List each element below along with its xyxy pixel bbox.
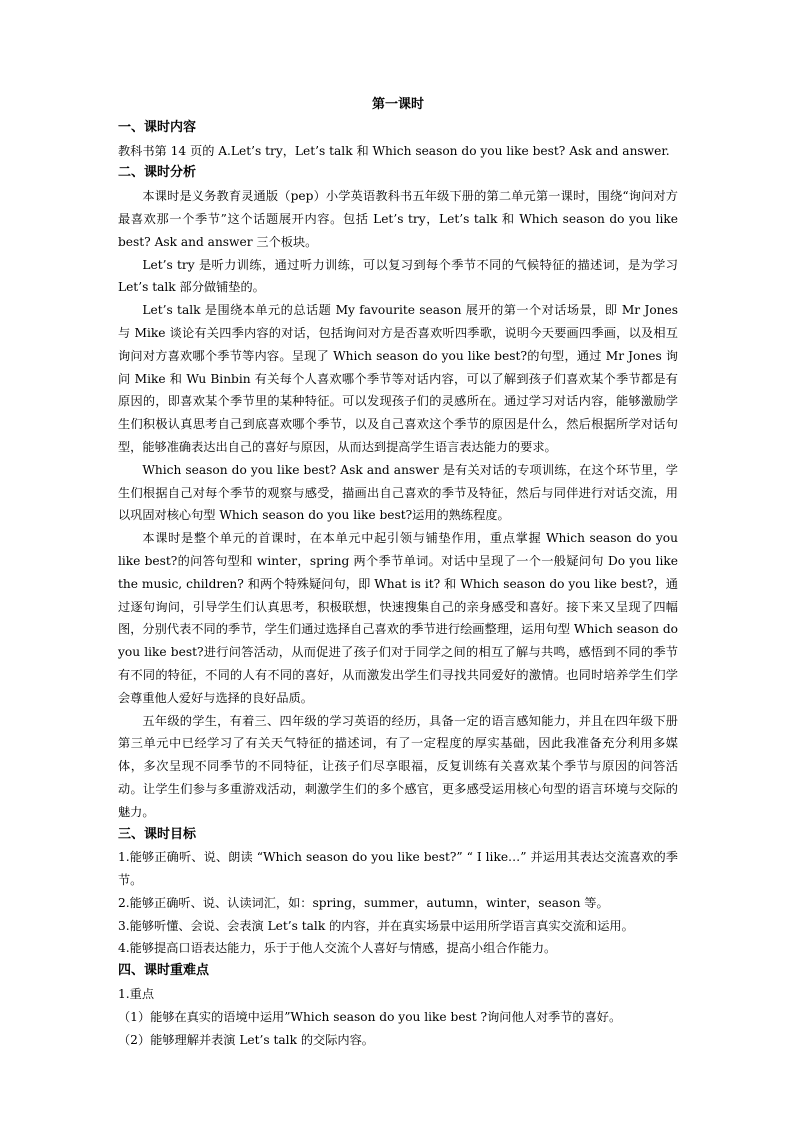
- section-heading-key-points: 四、课时重难点: [118, 963, 210, 979]
- paragraph: 本课时是整个单元的首课时，在本单元中起引领与铺垫作用，重点掌握 Which season do you like best?的问答句型和 winter，spring 两个季节单词。对话中呈现了一个一般疑问句 Do you like the music, children? 和两个特殊疑问句，即 What is it? 和 Which season do you like best?，通过逐句询问，引导学生们认真思考，积极联想，快速搜集自己的亲身感受和喜好。接下来又呈现了四幅图，分别代表不同的季节，学生们通过选择自己喜欢的季节进行绘画整理，运用句型 Which season do you like best?进行问答活动，从而促进了孩子们对于同学之间的相互了解与共鸣，感悟到不同的季节有不同的特征，不同的人有不同的喜好，从而激发出学生们寻找共同爱好的激情。也同时培养学生们学会尊重他人爱好与选择的良好品质。: [118, 531, 678, 705]
- paragraph: Let’s try 是听力训练，通过听力训练，可以复习到每个季节不同的气候特征的描述词，是为学习 Let’s talk 部分做铺垫的。: [118, 257, 678, 295]
- document-page: [118, 94, 678, 1051]
- key-point-label: 1.重点: [118, 987, 155, 1002]
- paragraph: 本课时是义务教育灵通版（pep）小学英语教科书五年级下册的第二单元第一课时，围绕“询问对方最喜欢那一个季节”这个话题展开内容。包括 Let’s try，Let’s talk 和 Which season do you like best? Ask and answer 三个板块。: [118, 189, 678, 249]
- section-heading-content: 一、课时内容: [118, 119, 197, 135]
- goal-item: 2.能够正确听、说、认读词汇，如：spring，summer，autumn，winter，season 等。: [118, 895, 609, 910]
- key-point-item: （2）能够理解并表演 Let’s talk 的交际内容。: [118, 1032, 374, 1047]
- goal-item: 3.能够听懂、会说、会表演 Let’s talk 的内容，并在真实场景中运用所学语言真实交流和运用。: [118, 918, 634, 933]
- goal-item: 1.能够正确听、说、朗读 “Which season do you like best?” “ I like…” 并运用其表达交流喜欢的季节。: [118, 850, 678, 888]
- paragraph: 教科书第 14 页的 A.Let’s try，Let’s talk 和 Which season do you like best? Ask and answer.: [118, 143, 670, 158]
- paragraph: Let’s talk 是围绕本单元的总话题 My favourite season 展开的第一个对话场景，即 Mr Jones 与 Mike 谈论有关四季内容的对话，包括询问对方是否喜欢听四季歌，说明今天要画四季画，以及相互询问对方喜欢哪个季节等内容。呈现了 Which season do you like best?的句型，通过 Mr Jones 询问 Mike 和 Wu Binbin 有关每个人喜欢哪个季节等对话内容，可以了解到孩子们喜欢某个季节都是有原因的，即喜欢某个季节里的某种特征。可以发现孩子们的灵感所在。通过学习对话内容，能够激励学生们积极认真思考自己到底喜欢哪个季节，以及自己喜欢这个季节的原因是什么，然后根据所学对话句型，能够准确表达出自己的喜好与原因，从而达到提高学生语言表达能力的要求。: [118, 303, 678, 454]
- goal-item: 4.能够提高口语表达能力，乐于于他人交流个人喜好与情感，提高小组合作能力。: [118, 941, 557, 956]
- paragraph: Which season do you like best? Ask and answer 是有关对话的专项训练，在这个环节里，学生们根据自己对每个季节的观察与感受，描画出自己喜欢的季节及特征，然后与同伴进行对话交流，用以巩固对核心句型 Which season do you like best?运用的熟练程度。: [118, 462, 678, 523]
- page-title: 第一课时: [371, 97, 424, 112]
- section-heading-analysis: 二、课时分析: [118, 165, 197, 181]
- section-heading-goals: 三、课时目标: [118, 826, 197, 842]
- paragraph: 五年级的学生，有着三、四年级的学习英语的经历，具备一定的语言感知能力，并且在四年级下册第三单元中已经学习了有关天气特征的描述词，有了一定程度的厚实基础，因此我准备充分利用多媒体，多次呈现不同季节的不同特征，让孩子们尽享眼福，反复训练有关喜欢某个季节与原因的问答活动。让学生们参与多重游戏活动，刺激学生们的多个感官，更多感受运用核心句型的语言环境与交际的魅力。: [118, 713, 678, 819]
- key-point-item: （1）能够在真实的语境中运用”Which season do you like best ?询问他人对季节的喜好。: [118, 1009, 622, 1024]
